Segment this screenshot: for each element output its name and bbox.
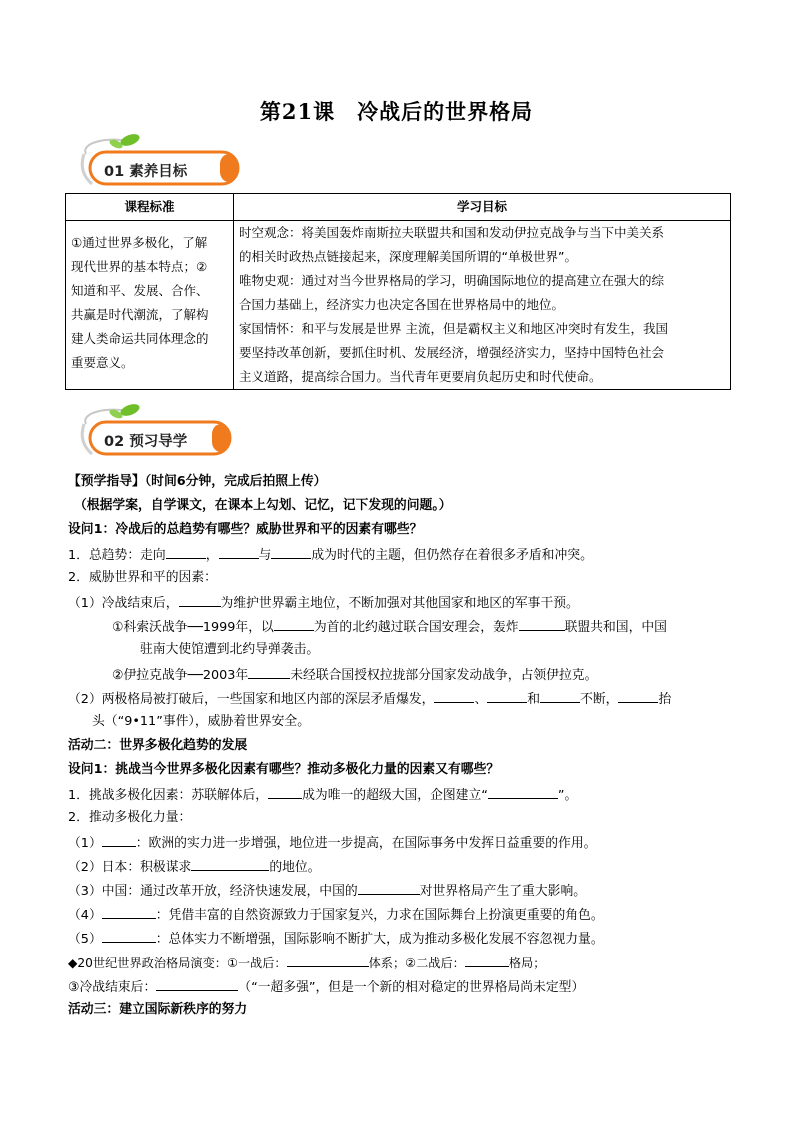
text: 联盟共和国，中国	[564, 620, 667, 635]
objective-line: 主义道路，提高综合国力。当代青年更要肩负起历史和时代使命。	[239, 369, 602, 384]
objective-line: 时空观念：将美国轰炸南斯拉夫联盟共和国和发动伊拉克战争与当下中美关系	[239, 225, 665, 240]
objective-line: 合国力基础上，经济实力也决定各国在世界格局中的地位。	[239, 297, 565, 312]
fill-blank[interactable]	[618, 690, 658, 703]
text: 1．挑战多极化因素：苏联解体后，	[68, 788, 269, 803]
text: 不断，	[580, 692, 619, 707]
objective-line: 要坚持改革创新，要抓住时机、发展经济，增强经济实力，坚持中国特色社会	[239, 345, 665, 360]
fill-blank[interactable]	[248, 666, 290, 679]
standard-line: 知道和平、发展、合作、	[71, 283, 209, 298]
fill-blank[interactable]	[287, 954, 369, 967]
text: 体系；②二战后：	[368, 956, 465, 970]
guide-subheading: （根据学案，自学课文，在课本上勾划、记忆，记下发现的问题。）	[74, 498, 452, 513]
evolution-line-2	[68, 978, 584, 996]
text: 成为唯一的超级大国，企图建立“	[302, 788, 488, 803]
text: 为首的北约越过联合国安理会，轰炸	[313, 620, 519, 635]
fill-blank[interactable]	[102, 906, 156, 919]
standard-cell	[66, 221, 234, 390]
text: 与	[258, 548, 272, 563]
fill-blank[interactable]	[191, 858, 269, 871]
challenge-line	[68, 786, 577, 804]
text: （3）中国：通过改革开放，经济快速发展，中国的	[68, 884, 358, 899]
fill-blank[interactable]	[465, 954, 509, 967]
standard-line: ①通过世界多极化，了解	[71, 235, 208, 250]
text: （2）两极格局被打破后，一些国家和地区内部的深层矛盾爆发，	[68, 692, 435, 707]
fill-blank[interactable]	[519, 618, 565, 631]
activity-2-heading: 活动二：世界多极化趋势的发展	[68, 738, 248, 753]
objective-line: 家国情怀：和平与发展是世界 主流，但是霸权主义和地区冲突时有发生，我国	[239, 321, 668, 336]
text: ”。	[557, 788, 578, 803]
threat-heading: 2．威胁世界和平的因素：	[68, 570, 217, 585]
fill-blank[interactable]	[358, 882, 420, 895]
fill-blank[interactable]	[274, 618, 314, 631]
text: 1．总趋势：走向	[68, 548, 166, 563]
guide-heading-b: （时间6分钟，完成后拍照上传）	[144, 474, 327, 489]
fill-blank[interactable]	[102, 930, 156, 943]
text: ：总体实力不断增强，国际影响不断扩大，成为推动多极化发展不容忽视力量。	[155, 932, 604, 947]
text: ①科索沃战争──1999年，以	[112, 620, 274, 635]
threat-line-2b: 头（“9•11”事件），威胁着世界安全。	[92, 714, 310, 729]
fill-blank[interactable]	[179, 594, 221, 607]
text: （“一超多强”，但是一个新的相对稳定的世界格局尚未定型）	[238, 980, 585, 995]
text: ：凭借丰富的自然资源致力于国家复兴，力求在国际舞台上扮演更重要的角色。	[155, 908, 604, 923]
text: （4）	[68, 908, 102, 923]
fill-blank[interactable]	[488, 786, 558, 799]
text: 和	[527, 692, 541, 707]
fill-blank[interactable]	[271, 546, 311, 559]
fill-blank[interactable]	[102, 834, 136, 847]
objective-line: 唯物史观：通过对当今世界格局的学习，明确国际地位的提高建立在强大的综	[239, 273, 665, 288]
text: 、	[474, 692, 488, 707]
section-badge-preview	[70, 402, 245, 462]
force-1	[68, 834, 596, 852]
text: ③冷战结束后：	[68, 980, 157, 995]
question-2: 设问1：挑战当今世界多极化因素有哪些？推动多极化力量的因素又有哪些？	[68, 762, 500, 777]
standard-line: 重要意义。	[71, 355, 134, 370]
text: ②伊拉克战争──2003年	[112, 668, 249, 683]
text: （5）	[68, 932, 102, 947]
text: （1）	[68, 836, 102, 851]
standard-line: 现代世界的基本特点；②	[71, 259, 208, 274]
evolution-line-1	[68, 954, 545, 971]
threat-line-2	[68, 690, 671, 708]
text: 成为时代的主题，但仍然存在着很多矛盾和冲突。	[311, 548, 593, 563]
fill-blank[interactable]	[268, 786, 302, 799]
standard-line: 共赢是时代潮流，了解构	[71, 307, 209, 322]
force-2	[68, 858, 321, 876]
section-badge-goals	[70, 132, 245, 192]
section-label-preview: 02 预习导学	[104, 434, 188, 450]
goals-table	[65, 193, 731, 390]
text: ：欧洲的实力进一步增强，地位进一步提高，在国际事务中发挥日益重要的作用。	[135, 836, 597, 851]
standard-line: 建人类命运共同体理念的	[71, 331, 209, 346]
fill-blank[interactable]	[434, 690, 474, 703]
guide-heading-a: 【预学指导】	[68, 474, 145, 489]
guide-heading	[68, 474, 326, 490]
section-label-goals: 01 素养目标	[104, 164, 188, 180]
activity-3-heading: 活动三：建立国际新秩序的努力	[68, 1002, 248, 1017]
force-3	[68, 882, 586, 900]
force-5	[68, 930, 604, 948]
threat-line-1	[68, 594, 579, 612]
text: 未经联合国授权拉拢部分国家发动战争，占领伊拉克。	[290, 668, 598, 683]
text: ◆20世纪世界政治格局演变：①一战后：	[68, 956, 287, 970]
fill-blank[interactable]	[487, 690, 527, 703]
objectives-cell	[234, 221, 731, 390]
trend-line	[68, 546, 593, 564]
text: 抬	[658, 692, 672, 707]
fill-blank[interactable]	[540, 690, 580, 703]
objective-line: 的相关时政热点链接起来，深度理解美国所谓的“单极世界”。	[239, 249, 577, 264]
forces-heading: 2．推动多极化力量：	[68, 810, 192, 825]
question-1: 设问1：冷战后的总趋势有哪些？威胁世界和平的因素有哪些？	[68, 522, 423, 537]
kosovo-line	[112, 618, 667, 636]
fill-blank[interactable]	[166, 546, 206, 559]
page-title: 第21课 冷战后的世界格局	[259, 99, 534, 124]
text: 格局；	[508, 956, 546, 970]
table-header-objectives: 学习目标	[234, 194, 731, 221]
iraq-line	[112, 666, 597, 684]
kosovo-line-2: 驻南大使馆遭到北约导弹袭击。	[140, 642, 320, 657]
text: 对世界格局产生了重大影响。	[419, 884, 587, 899]
table-header-standard: 课程标准	[66, 194, 234, 221]
text: 为维护世界霸主地位，不断加强对其他国家和地区的军事干预。	[220, 596, 579, 611]
fill-blank[interactable]	[219, 546, 259, 559]
fill-blank[interactable]	[156, 978, 238, 991]
force-4	[68, 906, 604, 924]
text: 的地位。	[269, 860, 321, 875]
text: （1）冷战结束后，	[68, 596, 179, 611]
text: （2）日本：积极谋求	[68, 860, 192, 875]
text: ，	[205, 548, 219, 563]
